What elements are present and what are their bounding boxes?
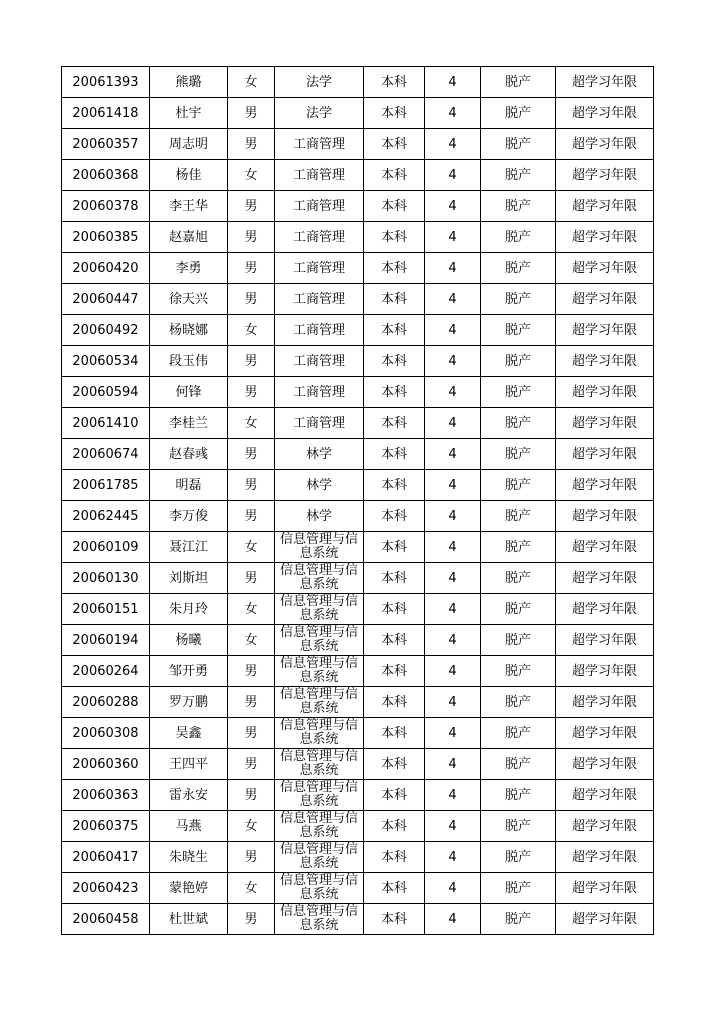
status-cell: 超学习年限 bbox=[556, 594, 654, 625]
years-cell: 4 bbox=[425, 98, 481, 129]
gender-cell: 女 bbox=[228, 315, 275, 346]
years-cell: 4 bbox=[425, 780, 481, 811]
table-row bbox=[62, 129, 654, 160]
level-cell: 本科 bbox=[364, 532, 425, 563]
level-cell: 本科 bbox=[364, 501, 425, 532]
study-mode-cell: 脱产 bbox=[481, 98, 556, 129]
study-mode-cell: 脱产 bbox=[481, 408, 556, 439]
status-cell: 超学习年限 bbox=[556, 160, 654, 191]
years-cell: 4 bbox=[425, 563, 481, 594]
major-cell: 信息管理与信息系统 bbox=[275, 749, 364, 780]
status-cell: 超学习年限 bbox=[556, 98, 654, 129]
study-mode-cell: 脱产 bbox=[481, 67, 556, 98]
table-row bbox=[62, 67, 654, 98]
level-cell: 本科 bbox=[364, 563, 425, 594]
level-cell: 本科 bbox=[364, 470, 425, 501]
major-cell: 林学 bbox=[275, 439, 364, 470]
study-mode-cell: 脱产 bbox=[481, 873, 556, 904]
student-id-cell: 20060594 bbox=[62, 377, 150, 408]
level-cell: 本科 bbox=[364, 904, 425, 935]
student-id-cell: 20060360 bbox=[62, 749, 150, 780]
student-id-cell: 20060264 bbox=[62, 656, 150, 687]
major-cell: 法学 bbox=[275, 98, 364, 129]
gender-cell: 男 bbox=[228, 501, 275, 532]
name-cell: 杨佳 bbox=[150, 160, 228, 191]
study-mode-cell: 脱产 bbox=[481, 532, 556, 563]
status-cell: 超学习年限 bbox=[556, 222, 654, 253]
name-cell: 何锋 bbox=[150, 377, 228, 408]
years-cell: 4 bbox=[425, 594, 481, 625]
gender-cell: 男 bbox=[228, 656, 275, 687]
gender-cell: 男 bbox=[228, 129, 275, 160]
name-cell: 杨曦 bbox=[150, 625, 228, 656]
major-cell: 工商管理 bbox=[275, 408, 364, 439]
student-id-cell: 20060288 bbox=[62, 687, 150, 718]
years-cell: 4 bbox=[425, 377, 481, 408]
student-id-cell: 20061418 bbox=[62, 98, 150, 129]
student-id-cell: 20060447 bbox=[62, 284, 150, 315]
major-cell: 信息管理与信息系统 bbox=[275, 625, 364, 656]
years-cell: 4 bbox=[425, 253, 481, 284]
status-cell: 超学习年限 bbox=[556, 315, 654, 346]
table-row bbox=[62, 749, 654, 780]
years-cell: 4 bbox=[425, 625, 481, 656]
gender-cell: 男 bbox=[228, 439, 275, 470]
years-cell: 4 bbox=[425, 129, 481, 160]
gender-cell: 女 bbox=[228, 408, 275, 439]
table-row bbox=[62, 625, 654, 656]
status-cell: 超学习年限 bbox=[556, 470, 654, 501]
student-id-cell: 20060109 bbox=[62, 532, 150, 563]
study-mode-cell: 脱产 bbox=[481, 656, 556, 687]
gender-cell: 女 bbox=[228, 532, 275, 563]
name-cell: 杜宇 bbox=[150, 98, 228, 129]
years-cell: 4 bbox=[425, 346, 481, 377]
name-cell: 邹开勇 bbox=[150, 656, 228, 687]
level-cell: 本科 bbox=[364, 67, 425, 98]
gender-cell: 男 bbox=[228, 718, 275, 749]
major-cell: 信息管理与信息系统 bbox=[275, 904, 364, 935]
major-cell: 信息管理与信息系统 bbox=[275, 594, 364, 625]
status-cell: 超学习年限 bbox=[556, 625, 654, 656]
study-mode-cell: 脱产 bbox=[481, 749, 556, 780]
status-cell: 超学习年限 bbox=[556, 749, 654, 780]
name-cell: 聂江江 bbox=[150, 532, 228, 563]
years-cell: 4 bbox=[425, 873, 481, 904]
student-roster-table bbox=[61, 66, 654, 935]
name-cell: 罗万鹏 bbox=[150, 687, 228, 718]
gender-cell: 男 bbox=[228, 222, 275, 253]
years-cell: 4 bbox=[425, 718, 481, 749]
student-id-cell: 20061393 bbox=[62, 67, 150, 98]
study-mode-cell: 脱产 bbox=[481, 377, 556, 408]
name-cell: 徐天兴 bbox=[150, 284, 228, 315]
table-row bbox=[62, 656, 654, 687]
student-id-cell: 20060368 bbox=[62, 160, 150, 191]
years-cell: 4 bbox=[425, 315, 481, 346]
level-cell: 本科 bbox=[364, 811, 425, 842]
status-cell: 超学习年限 bbox=[556, 563, 654, 594]
level-cell: 本科 bbox=[364, 222, 425, 253]
level-cell: 本科 bbox=[364, 408, 425, 439]
level-cell: 本科 bbox=[364, 315, 425, 346]
gender-cell: 女 bbox=[228, 873, 275, 904]
table-row bbox=[62, 811, 654, 842]
table-row bbox=[62, 873, 654, 904]
gender-cell: 男 bbox=[228, 253, 275, 284]
study-mode-cell: 脱产 bbox=[481, 780, 556, 811]
major-cell: 信息管理与信息系统 bbox=[275, 687, 364, 718]
status-cell: 超学习年限 bbox=[556, 408, 654, 439]
study-mode-cell: 脱产 bbox=[481, 625, 556, 656]
student-id-cell: 20060420 bbox=[62, 253, 150, 284]
table-row bbox=[62, 439, 654, 470]
student-id-cell: 20060375 bbox=[62, 811, 150, 842]
years-cell: 4 bbox=[425, 656, 481, 687]
table-row bbox=[62, 408, 654, 439]
status-cell: 超学习年限 bbox=[556, 687, 654, 718]
name-cell: 刘斯坦 bbox=[150, 563, 228, 594]
status-cell: 超学习年限 bbox=[556, 501, 654, 532]
years-cell: 4 bbox=[425, 160, 481, 191]
study-mode-cell: 脱产 bbox=[481, 160, 556, 191]
status-cell: 超学习年限 bbox=[556, 811, 654, 842]
status-cell: 超学习年限 bbox=[556, 780, 654, 811]
years-cell: 4 bbox=[425, 904, 481, 935]
name-cell: 杨晓娜 bbox=[150, 315, 228, 346]
status-cell: 超学习年限 bbox=[556, 656, 654, 687]
major-cell: 工商管理 bbox=[275, 284, 364, 315]
status-cell: 超学习年限 bbox=[556, 284, 654, 315]
gender-cell: 男 bbox=[228, 563, 275, 594]
years-cell: 4 bbox=[425, 439, 481, 470]
study-mode-cell: 脱产 bbox=[481, 191, 556, 222]
major-cell: 工商管理 bbox=[275, 160, 364, 191]
name-cell: 周志明 bbox=[150, 129, 228, 160]
gender-cell: 男 bbox=[228, 780, 275, 811]
table-row bbox=[62, 501, 654, 532]
level-cell: 本科 bbox=[364, 191, 425, 222]
years-cell: 4 bbox=[425, 749, 481, 780]
name-cell: 明磊 bbox=[150, 470, 228, 501]
study-mode-cell: 脱产 bbox=[481, 687, 556, 718]
major-cell: 工商管理 bbox=[275, 377, 364, 408]
study-mode-cell: 脱产 bbox=[481, 594, 556, 625]
major-cell: 工商管理 bbox=[275, 129, 364, 160]
level-cell: 本科 bbox=[364, 842, 425, 873]
table-row bbox=[62, 718, 654, 749]
years-cell: 4 bbox=[425, 284, 481, 315]
gender-cell: 女 bbox=[228, 160, 275, 191]
study-mode-cell: 脱产 bbox=[481, 129, 556, 160]
level-cell: 本科 bbox=[364, 718, 425, 749]
status-cell: 超学习年限 bbox=[556, 842, 654, 873]
gender-cell: 男 bbox=[228, 842, 275, 873]
major-cell: 林学 bbox=[275, 501, 364, 532]
table-row bbox=[62, 780, 654, 811]
study-mode-cell: 脱产 bbox=[481, 284, 556, 315]
name-cell: 赵嘉旭 bbox=[150, 222, 228, 253]
major-cell: 工商管理 bbox=[275, 191, 364, 222]
level-cell: 本科 bbox=[364, 780, 425, 811]
study-mode-cell: 脱产 bbox=[481, 501, 556, 532]
study-mode-cell: 脱产 bbox=[481, 346, 556, 377]
major-cell: 法学 bbox=[275, 67, 364, 98]
status-cell: 超学习年限 bbox=[556, 67, 654, 98]
study-mode-cell: 脱产 bbox=[481, 718, 556, 749]
name-cell: 李万俊 bbox=[150, 501, 228, 532]
level-cell: 本科 bbox=[364, 377, 425, 408]
major-cell: 工商管理 bbox=[275, 315, 364, 346]
table-row bbox=[62, 594, 654, 625]
years-cell: 4 bbox=[425, 470, 481, 501]
roster-body bbox=[62, 67, 654, 935]
student-id-cell: 20060363 bbox=[62, 780, 150, 811]
student-id-cell: 20060674 bbox=[62, 439, 150, 470]
level-cell: 本科 bbox=[364, 873, 425, 904]
years-cell: 4 bbox=[425, 687, 481, 718]
name-cell: 李勇 bbox=[150, 253, 228, 284]
years-cell: 4 bbox=[425, 811, 481, 842]
gender-cell: 男 bbox=[228, 98, 275, 129]
study-mode-cell: 脱产 bbox=[481, 222, 556, 253]
name-cell: 段玉伟 bbox=[150, 346, 228, 377]
study-mode-cell: 脱产 bbox=[481, 563, 556, 594]
status-cell: 超学习年限 bbox=[556, 253, 654, 284]
gender-cell: 男 bbox=[228, 749, 275, 780]
years-cell: 4 bbox=[425, 67, 481, 98]
name-cell: 雷永安 bbox=[150, 780, 228, 811]
level-cell: 本科 bbox=[364, 749, 425, 780]
name-cell: 王四平 bbox=[150, 749, 228, 780]
status-cell: 超学习年限 bbox=[556, 873, 654, 904]
major-cell: 信息管理与信息系统 bbox=[275, 811, 364, 842]
name-cell: 蒙艳婷 bbox=[150, 873, 228, 904]
name-cell: 赵春彧 bbox=[150, 439, 228, 470]
status-cell: 超学习年限 bbox=[556, 904, 654, 935]
status-cell: 超学习年限 bbox=[556, 129, 654, 160]
name-cell: 李桂兰 bbox=[150, 408, 228, 439]
major-cell: 工商管理 bbox=[275, 253, 364, 284]
name-cell: 马燕 bbox=[150, 811, 228, 842]
student-id-cell: 20060534 bbox=[62, 346, 150, 377]
name-cell: 朱月玲 bbox=[150, 594, 228, 625]
student-id-cell: 20060423 bbox=[62, 873, 150, 904]
study-mode-cell: 脱产 bbox=[481, 439, 556, 470]
table-row bbox=[62, 253, 654, 284]
gender-cell: 男 bbox=[228, 191, 275, 222]
major-cell: 信息管理与信息系统 bbox=[275, 532, 364, 563]
study-mode-cell: 脱产 bbox=[481, 811, 556, 842]
student-id-cell: 20060378 bbox=[62, 191, 150, 222]
study-mode-cell: 脱产 bbox=[481, 315, 556, 346]
gender-cell: 男 bbox=[228, 284, 275, 315]
years-cell: 4 bbox=[425, 408, 481, 439]
years-cell: 4 bbox=[425, 501, 481, 532]
table-row bbox=[62, 687, 654, 718]
major-cell: 信息管理与信息系统 bbox=[275, 656, 364, 687]
major-cell: 信息管理与信息系统 bbox=[275, 718, 364, 749]
level-cell: 本科 bbox=[364, 253, 425, 284]
major-cell: 信息管理与信息系统 bbox=[275, 842, 364, 873]
table-row bbox=[62, 284, 654, 315]
name-cell: 李王华 bbox=[150, 191, 228, 222]
student-id-cell: 20060492 bbox=[62, 315, 150, 346]
table-row bbox=[62, 191, 654, 222]
study-mode-cell: 脱产 bbox=[481, 904, 556, 935]
table-row bbox=[62, 160, 654, 191]
name-cell: 熊璐 bbox=[150, 67, 228, 98]
student-id-cell: 20061410 bbox=[62, 408, 150, 439]
level-cell: 本科 bbox=[364, 687, 425, 718]
gender-cell: 女 bbox=[228, 67, 275, 98]
table-row bbox=[62, 222, 654, 253]
level-cell: 本科 bbox=[364, 346, 425, 377]
student-id-cell: 20060458 bbox=[62, 904, 150, 935]
table-row bbox=[62, 563, 654, 594]
gender-cell: 男 bbox=[228, 904, 275, 935]
name-cell: 朱晓生 bbox=[150, 842, 228, 873]
student-id-cell: 20061785 bbox=[62, 470, 150, 501]
level-cell: 本科 bbox=[364, 129, 425, 160]
student-id-cell: 20060194 bbox=[62, 625, 150, 656]
gender-cell: 男 bbox=[228, 346, 275, 377]
name-cell: 吴鑫 bbox=[150, 718, 228, 749]
status-cell: 超学习年限 bbox=[556, 377, 654, 408]
gender-cell: 男 bbox=[228, 470, 275, 501]
status-cell: 超学习年限 bbox=[556, 532, 654, 563]
years-cell: 4 bbox=[425, 191, 481, 222]
gender-cell: 男 bbox=[228, 687, 275, 718]
years-cell: 4 bbox=[425, 532, 481, 563]
table-row bbox=[62, 842, 654, 873]
major-cell: 工商管理 bbox=[275, 346, 364, 377]
status-cell: 超学习年限 bbox=[556, 718, 654, 749]
level-cell: 本科 bbox=[364, 98, 425, 129]
table-row bbox=[62, 470, 654, 501]
level-cell: 本科 bbox=[364, 160, 425, 191]
study-mode-cell: 脱产 bbox=[481, 470, 556, 501]
study-mode-cell: 脱产 bbox=[481, 253, 556, 284]
years-cell: 4 bbox=[425, 222, 481, 253]
gender-cell: 男 bbox=[228, 377, 275, 408]
major-cell: 信息管理与信息系统 bbox=[275, 563, 364, 594]
table-row bbox=[62, 346, 654, 377]
study-mode-cell: 脱产 bbox=[481, 842, 556, 873]
major-cell: 信息管理与信息系统 bbox=[275, 780, 364, 811]
years-cell: 4 bbox=[425, 842, 481, 873]
gender-cell: 女 bbox=[228, 594, 275, 625]
level-cell: 本科 bbox=[364, 656, 425, 687]
student-id-cell: 20060417 bbox=[62, 842, 150, 873]
major-cell: 工商管理 bbox=[275, 222, 364, 253]
status-cell: 超学习年限 bbox=[556, 346, 654, 377]
table-row bbox=[62, 98, 654, 129]
name-cell: 杜世斌 bbox=[150, 904, 228, 935]
level-cell: 本科 bbox=[364, 594, 425, 625]
gender-cell: 女 bbox=[228, 811, 275, 842]
status-cell: 超学习年限 bbox=[556, 191, 654, 222]
student-id-cell: 20060385 bbox=[62, 222, 150, 253]
level-cell: 本科 bbox=[364, 439, 425, 470]
student-id-cell: 20060130 bbox=[62, 563, 150, 594]
student-id-cell: 20060308 bbox=[62, 718, 150, 749]
table-row bbox=[62, 904, 654, 935]
status-cell: 超学习年限 bbox=[556, 439, 654, 470]
level-cell: 本科 bbox=[364, 284, 425, 315]
major-cell: 林学 bbox=[275, 470, 364, 501]
student-id-cell: 20060151 bbox=[62, 594, 150, 625]
table-row bbox=[62, 315, 654, 346]
student-id-cell: 20062445 bbox=[62, 501, 150, 532]
major-cell: 信息管理与信息系统 bbox=[275, 873, 364, 904]
table-row bbox=[62, 532, 654, 563]
table-row bbox=[62, 377, 654, 408]
gender-cell: 女 bbox=[228, 625, 275, 656]
level-cell: 本科 bbox=[364, 625, 425, 656]
student-id-cell: 20060357 bbox=[62, 129, 150, 160]
